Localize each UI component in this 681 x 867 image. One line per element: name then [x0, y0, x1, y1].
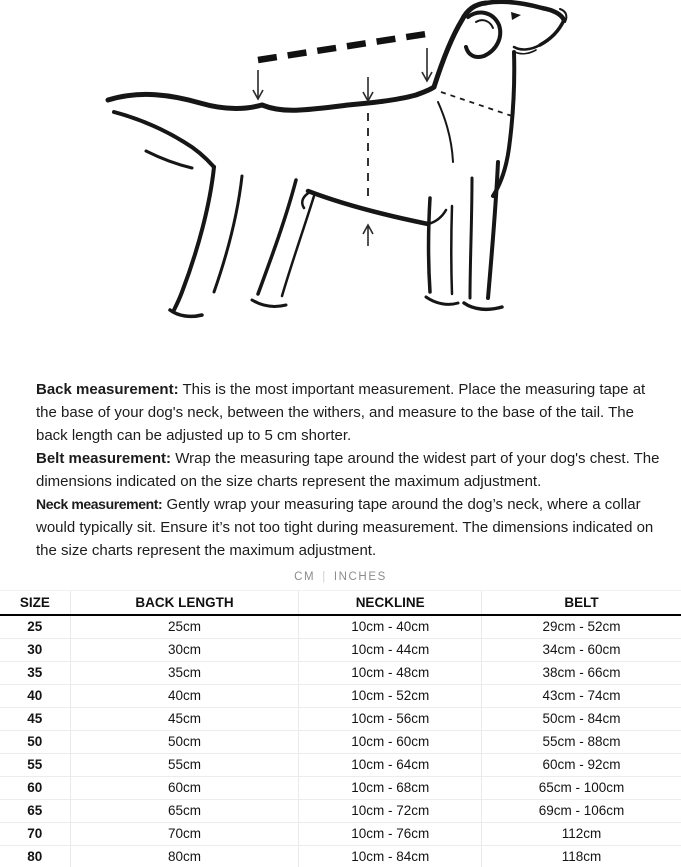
- belt-measurement-paragraph: [36, 447, 669, 493]
- belt-cell: 29cm - 52cm: [481, 615, 681, 638]
- neckline-cell: 10cm - 44cm: [299, 638, 482, 661]
- size-cell: 40: [0, 684, 70, 707]
- column-header-size: SIZE: [0, 591, 70, 616]
- neckline-cell: 10cm - 48cm: [299, 661, 482, 684]
- belt-cell: 34cm - 60cm: [481, 638, 681, 661]
- belt-cell: 55cm - 88cm: [481, 730, 681, 753]
- belt-cell: 69cm - 106cm: [481, 799, 681, 822]
- dog-eye: [511, 12, 521, 20]
- size-cell: 50: [0, 730, 70, 753]
- table-row: [0, 730, 681, 753]
- neck-measurement-text: Gently wrap your measuring tape around the dog’s neck, where a collar would typically sit. Ensure it’s not too tight during measurement. The dimensions indicated on the size charts represent the maximum adjustment.: [36, 496, 654, 559]
- neckline-cell: 10cm - 68cm: [299, 776, 482, 799]
- back-length-cell: 60cm: [70, 776, 299, 799]
- back-length-cell: 50cm: [70, 730, 299, 753]
- table-row: [0, 822, 681, 845]
- back-length-cell: 25cm: [70, 615, 299, 638]
- neckline-cell: 10cm - 72cm: [299, 799, 482, 822]
- back-length-cell: 40cm: [70, 684, 299, 707]
- belt-cell: 118cm: [481, 845, 681, 867]
- neckline-cell: 10cm - 52cm: [299, 684, 482, 707]
- neck-measurement-label: Neck measurement:: [36, 496, 163, 512]
- down-arrow-icon: [363, 77, 373, 101]
- back-measurement-text: This is the most important measurement. Place the measuring tape at the base of your dog's neck, between the withers, and measure to the base of the tail. The back length can be adjusted up to 5 cm shorter.: [36, 381, 646, 444]
- measurement-instructions: [0, 358, 681, 562]
- belt-cell: 60cm - 92cm: [481, 753, 681, 776]
- down-arrow-icon: [253, 70, 263, 99]
- table-row: [0, 684, 681, 707]
- table-row: [0, 776, 681, 799]
- up-arrow-icon: [363, 225, 373, 246]
- belt-cell: 112cm: [481, 822, 681, 845]
- dog-measurement-diagram: [0, 0, 681, 358]
- back-length-cell: 65cm: [70, 799, 299, 822]
- neckline-cell: 10cm - 76cm: [299, 822, 482, 845]
- neck-measurement-paragraph: [36, 493, 669, 562]
- table-header-row: [0, 591, 681, 616]
- unit-cm-button[interactable]: CM: [294, 571, 316, 583]
- dog-outline-drawing: [108, 2, 566, 317]
- belt-measurement-text: Wrap the measuring tape around the widest part of your dog's chest. The dimensions indicated on the size charts represent the maximum adjustment.: [36, 450, 660, 490]
- back-length-cell: 35cm: [70, 661, 299, 684]
- table-row: [0, 753, 681, 776]
- neck-measurement-dashed-line: [441, 92, 512, 116]
- belt-cell: 38cm - 66cm: [481, 661, 681, 684]
- belt-cell: 65cm - 100cm: [481, 776, 681, 799]
- back-measurement-paragraph: [36, 378, 669, 447]
- table-row: [0, 638, 681, 661]
- belt-cell: 43cm - 74cm: [481, 684, 681, 707]
- back-measurement-dashed-line: [258, 34, 426, 60]
- table-row: [0, 845, 681, 867]
- down-arrow-icon: [422, 48, 432, 81]
- table-row: [0, 707, 681, 730]
- neckline-cell: 10cm - 84cm: [299, 845, 482, 867]
- size-guide-table: [0, 590, 681, 867]
- belt-cell: 50cm - 84cm: [481, 707, 681, 730]
- neckline-cell: 10cm - 40cm: [299, 615, 482, 638]
- table-row: [0, 615, 681, 638]
- size-cell: 30: [0, 638, 70, 661]
- back-length-cell: 70cm: [70, 822, 299, 845]
- back-length-cell: 80cm: [70, 845, 299, 867]
- size-cell: 60: [0, 776, 70, 799]
- size-cell: 55: [0, 753, 70, 776]
- back-length-cell: 55cm: [70, 753, 299, 776]
- size-cell: 80: [0, 845, 70, 867]
- neckline-cell: 10cm - 60cm: [299, 730, 482, 753]
- column-header-neckline: NECKLINE: [299, 591, 482, 616]
- size-cell: 65: [0, 799, 70, 822]
- size-table-body: [0, 615, 681, 867]
- table-row: [0, 661, 681, 684]
- neckline-cell: 10cm - 56cm: [299, 707, 482, 730]
- unit-toggle: [0, 571, 681, 583]
- size-cell: 70: [0, 822, 70, 845]
- back-measurement-label: Back measurement:: [36, 381, 179, 398]
- back-length-cell: 30cm: [70, 638, 299, 661]
- neckline-cell: 10cm - 64cm: [299, 753, 482, 776]
- back-length-cell: 45cm: [70, 707, 299, 730]
- size-cell: 45: [0, 707, 70, 730]
- column-header-belt: BELT: [481, 591, 681, 616]
- belt-measurement-label: Belt measurement:: [36, 450, 172, 467]
- unit-inches-button[interactable]: INCHES: [333, 571, 387, 583]
- table-row: [0, 799, 681, 822]
- unit-toggle-separator: |: [322, 571, 327, 583]
- size-cell: 35: [0, 661, 70, 684]
- size-cell: 25: [0, 615, 70, 638]
- column-header-back-length: BACK LENGTH: [70, 591, 299, 616]
